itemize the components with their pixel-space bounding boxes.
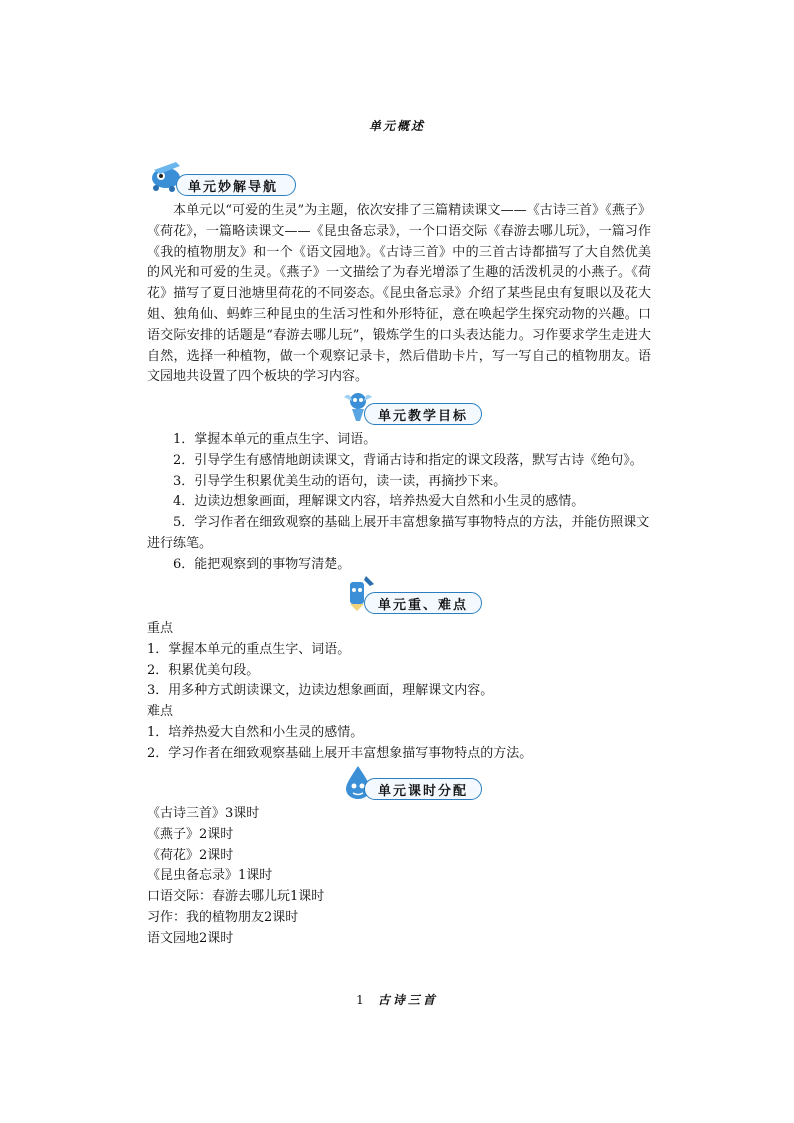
goal-item: 6．能把观察到的事物写清楚。 [173, 556, 351, 572]
schedule-item: 《燕子》2课时 [147, 826, 234, 842]
section-title-goals: 单元教学目标 [378, 409, 469, 424]
key-label: 重点 [147, 621, 174, 636]
intro-paragraph: 本单元以“可爱的生灵”为主题，依次安排了三篇精读课文——《古诗三首》《燕子》《荷花》，一篇略读课文——《昆虫备忘录》，一个口语交际《春游去哪儿玩》，一篇习作《我的植物朋友》和一个《语文园地》。《古诗三首》中的三首古诗都描写了大自然优美的风光和可爱的生灵。《燕子》一文描绘了为春光增添了生趣的活泼机灵的小燕子。《荷花》描写了夏日池塘里荷花的不同姿态。《昆虫备忘录》介绍了某些昆虫有复眼以及花大姐、独角仙、蚂蚱三种昆虫的生活习性和外形特征，意在唤起学生探究动物的兴趣。口语交际安排的话题是“春游去哪儿玩”，锻炼学生的口头表达能力。习作要求学生走进大自然，选择一种植物，做一个观察记录卡，然后借助卡片，写一写自己的植物朋友。语文园地共设置了四个板块的学习内容。 [147, 203, 651, 385]
section-title-nav: 单元妙解导航 [188, 180, 279, 195]
key-item: 1．掌握本单元的重点生字、词语。 [147, 641, 351, 657]
section-banner-keypoints [340, 588, 482, 614]
schedule-item: 《荷花》2课时 [147, 847, 234, 863]
lesson-number: 1 [356, 993, 364, 1007]
difficult-item: 1．培养热爱大自然和小生灵的感情。 [147, 724, 364, 740]
key-item: 3．用多种方式朗读课文，边读边想象画面，理解课文内容。 [147, 683, 494, 699]
page-header-title: 单元概述 [368, 119, 425, 133]
goals-list [147, 430, 651, 576]
schedule-item: 习作：我的植物朋友2课时 [147, 909, 299, 925]
section-title-keypoints: 单元重、难点 [378, 598, 469, 613]
difficult-item: 2．学习作者在细致观察基础上展开丰富想象描写事物特点的方法。 [147, 745, 533, 761]
schedule-item: 《古诗三首》3课时 [147, 806, 260, 821]
keypoints-block [147, 619, 651, 765]
goal-item: 2．引导学生有感情地朗读课文，背诵古诗和指定的课文段落，默写古诗《绝句》。 [173, 452, 643, 468]
goal-item: 3．引导学生积累优美生动的语句，读一读，再摘抄下来。 [173, 473, 507, 489]
goal-item: 4．边读边想象画面，理解课文内容，培养热爱大自然和小生灵的感情。 [173, 494, 585, 510]
page-footer [0, 991, 794, 1008]
schedule-list [147, 804, 651, 950]
goal-item: 5．学习作者在细致观察的基础上展开丰富想象描写事物特点的方法，并能仿照课文进行练笔。 [147, 515, 650, 551]
schedule-item: 口语交际：春游去哪儿玩1课时 [147, 889, 325, 905]
difficult-label: 难点 [147, 704, 174, 720]
intro-block [147, 201, 651, 388]
lesson-title: 古诗三首 [377, 993, 438, 1007]
schedule-item: 《昆虫备忘录》1课时 [147, 868, 273, 884]
section-banner-schedule [340, 774, 482, 800]
key-item: 2．积累优美句段。 [147, 662, 260, 678]
goal-item: 1．掌握本单元的重点生字、词语。 [173, 432, 377, 447]
schedule-item: 语文园地2课时 [147, 930, 234, 946]
section-title-schedule: 单元课时分配 [378, 784, 469, 799]
section-banner-goals [340, 399, 482, 425]
section-banner-nav [146, 170, 296, 196]
